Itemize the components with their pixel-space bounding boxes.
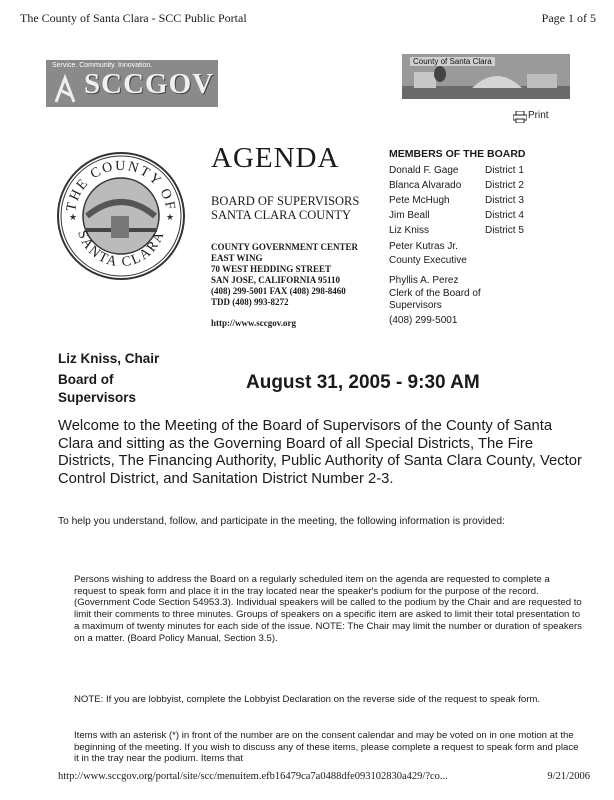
address-line: TDD (408) 993-8272 (211, 297, 289, 307)
exec-name: Peter Kutras Jr. (389, 241, 458, 252)
help-paragraph: To help you understand, follow, and participate in the meeting, the following information is provided: (58, 516, 505, 527)
chair-name: Liz Kniss, Chair (58, 351, 160, 366)
sccgov-banner[interactable] (46, 60, 218, 107)
sccgov-logo: SCCGOV (84, 68, 215, 100)
county-banner-label: County of Santa Clara (410, 57, 495, 66)
footer-date: 9/21/2006 (547, 771, 590, 782)
member-name: Blanca Alvarado (389, 180, 462, 191)
page-header-title: The County of Santa Clara - SCC Public Portal (20, 11, 247, 25)
footer-url: http://www.sccgov.org/portal/site/scc/menuitem.efb16479ca7a0488dfe093102830a429/?co... (58, 771, 448, 782)
skyline-icon (402, 54, 570, 99)
member-district: District 2 (485, 180, 524, 191)
chair-title-line: Board of (58, 372, 114, 387)
speaker-instructions: Persons wishing to address the Board on a regularly scheduled item on the agenda are requested to complete a request to speak form and place it in the tray located near the speaker's podium for the purpose of the record. (Government Code Section 54953.3). Individual speakers will be called to the podium by the Chair and are requested to limit their comments to three minutes. Groups of speakers on a specific item are asked to limit their total presentation to a maximum of twenty minutes for each side of the issue. NOTE: The Chair may limit the number or duration of speakers on a matter. (Board Policy Manual, Section 3.5). (74, 574, 582, 644)
seal-top-text: THE COUNTY OF (64, 158, 178, 213)
clerk-title: Clerk of the Board of Supervisors (389, 287, 481, 311)
address-line: COUNTY GOVERNMENT CENTER (211, 242, 359, 252)
clerk-name: Phyllis A. Perez (389, 275, 459, 286)
member-row (389, 210, 524, 225)
address-line: EAST WING (211, 253, 263, 263)
member-district: District 5 (485, 225, 524, 236)
seal-bottom-text: SANTA CLARA (74, 228, 168, 271)
members-list (389, 165, 524, 240)
consent-calendar-note: Items with an asterisk (*) in front of the number are on the consent calendar and may be voted on in one motion at the beginning of the meeting. If you wish to discuss any of these items, please complete a request to speak form and place it in the tray near the podium. Items that (74, 730, 579, 765)
county-seal-icon (55, 150, 187, 282)
county-banner[interactable] (402, 54, 570, 99)
county-executive (389, 240, 467, 268)
clerk-phone: (408) 299-5001 (389, 314, 458, 326)
address-line: SAN JOSE, CALIFORNIA 95110 (211, 275, 341, 285)
member-name: Pete McHugh (389, 195, 450, 206)
banner-tagline: Service. Community. Innovation. (52, 62, 153, 69)
member-row (389, 165, 524, 180)
lobbyist-note: NOTE: If you are lobbyist, complete the Lobbyist Declaration on the reverse side of the request to speak form. (74, 694, 541, 705)
board-name-line: BOARD OF SUPERVISORS (211, 194, 360, 208)
member-row (389, 225, 524, 240)
address-line: 70 WEST HEDDING STREET (211, 264, 331, 274)
meeting-date: August 31, 2005 - 9:30 AM (246, 372, 480, 393)
exec-title: County Executive (389, 255, 467, 266)
welcome-paragraph: Welcome to the Meeting of the Board of Supervisors of the County of Santa Clara and sitting as the Governing Board of all Special Districts, The Fire Districts, The Financing Authority, Public Authority of Santa Clara County, Vector Control District, and Sanitation District Number 2-3. (58, 418, 582, 487)
member-row (389, 180, 524, 195)
address-block (211, 242, 358, 308)
member-name: Donald F. Gage (389, 165, 459, 176)
member-name: Jim Beall (389, 210, 430, 221)
member-name: Liz Kniss (389, 225, 430, 236)
chair-title-line: Supervisors (58, 390, 137, 405)
chair-title (58, 371, 136, 407)
clerk-of-board (389, 275, 529, 327)
website-link[interactable]: http://www.sccgov.org (211, 318, 296, 328)
page-number: Page 1 of 5 (541, 11, 596, 25)
member-row (389, 195, 524, 210)
member-district: District 4 (485, 210, 524, 221)
address-line: (408) 299-5001 FAX (408) 298-8460 (211, 286, 346, 296)
member-district: District 3 (485, 195, 524, 206)
members-heading: MEMBERS OF THE BOARD (389, 148, 526, 160)
svg-text:★: ★ (166, 212, 175, 222)
board-name (211, 194, 359, 222)
svg-text:★: ★ (69, 212, 78, 222)
printer-icon[interactable] (513, 111, 527, 123)
print-link[interactable]: Print (528, 110, 549, 121)
member-district: District 1 (485, 165, 524, 176)
agenda-title: AGENDA (211, 142, 340, 174)
board-name-line: SANTA CLARA COUNTY (211, 208, 351, 222)
banner-figure-icon (52, 74, 78, 104)
